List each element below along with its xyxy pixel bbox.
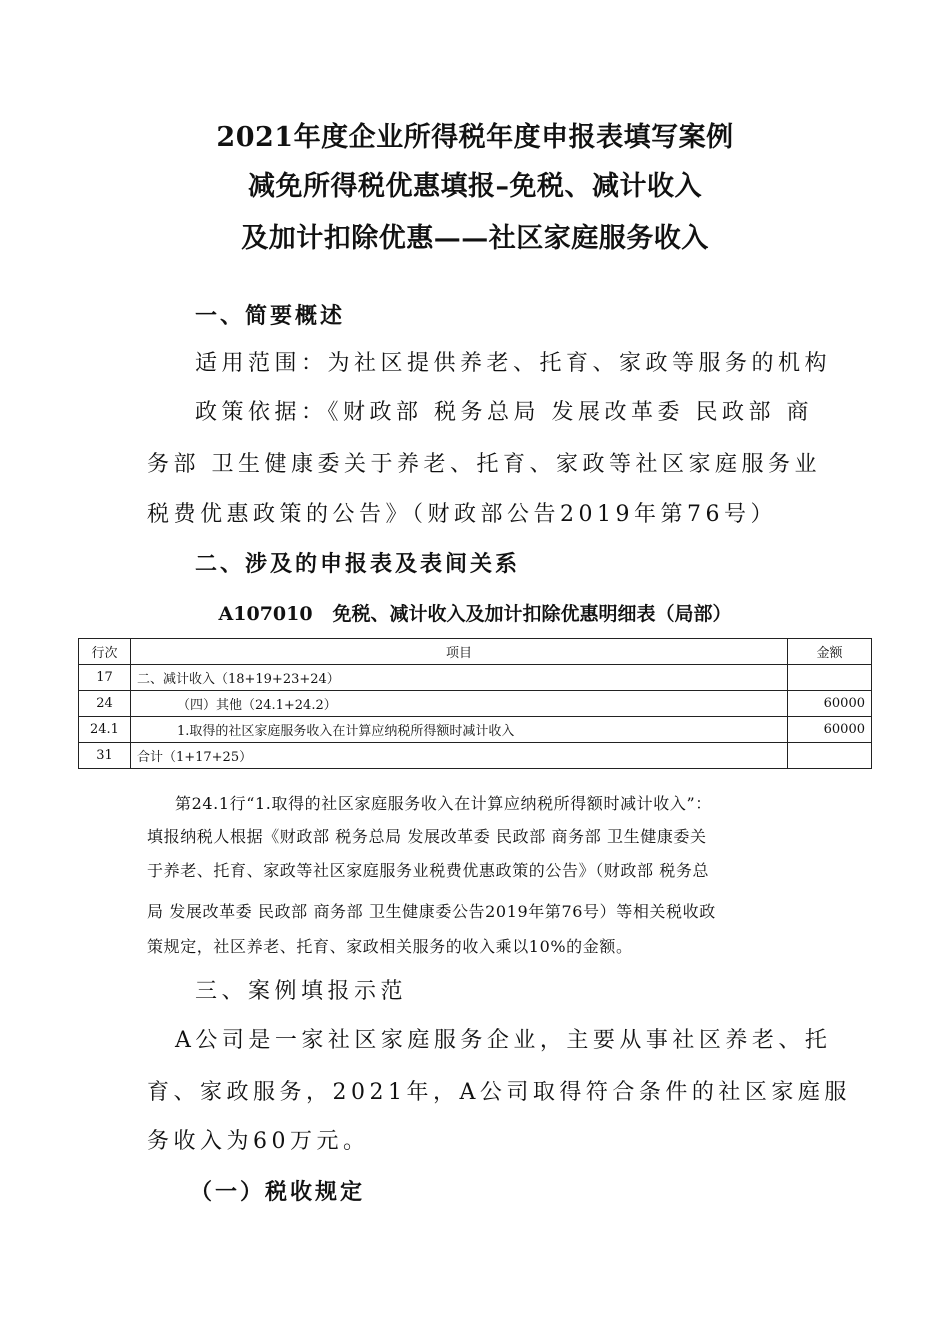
row-item: 合计（1+17+25）: [130, 743, 787, 769]
case-line-3: 务收入为60万元。: [147, 1129, 370, 1154]
note-line-1: 第24.1行“1.取得的社区家庭服务收入在计算应纳税所得额时减计收入”：: [175, 794, 712, 813]
table-row: [79, 691, 872, 717]
header-amount: 金额: [788, 639, 872, 665]
header-item: 项目: [130, 639, 787, 665]
section3-heading: 三、案例填报示范: [195, 979, 408, 1004]
detail-table: [78, 638, 872, 769]
section2-heading: 二、涉及的申报表及表间关系: [195, 551, 521, 577]
table-title: A107010 免税、减计收入及加计扣除优惠明细表（局部）: [218, 603, 732, 625]
table-row: [79, 665, 872, 691]
row-number: 31: [79, 743, 131, 769]
sub-heading: （一）税收规定: [190, 1179, 366, 1205]
title-line-2: 减免所得税优惠填报–免税、减计收入: [248, 171, 702, 202]
row-amount: [788, 665, 872, 691]
table-row: [79, 717, 872, 743]
row-item: （四）其他（24.1+24.2）: [130, 691, 787, 717]
basis-line-2: 务部 卫生健康委关于养老、托育、家政等社区家庭服务业: [147, 452, 821, 477]
note-line-3: 于养老、托育、家政等社区家庭服务业税费优惠政策的公告》（财政部 税务总: [147, 861, 710, 880]
row-item: 二、减计收入（18+19+23+24）: [130, 665, 787, 691]
note-line-5: 策规定，社区养老、托育、家政相关服务的收入乘以10%的金额。: [147, 937, 633, 956]
row-number: 24: [79, 691, 131, 717]
note-line-4: 局 发展改革委 民政部 商务部 卫生健康委公告2019年第76号）等相关税收政: [147, 902, 716, 921]
title-line-1: 2021年度企业所得税年度申报表填写案例: [216, 122, 734, 153]
section1-heading: 一、简要概述: [195, 303, 346, 329]
row-number: 17: [79, 665, 131, 691]
table-row: [79, 743, 872, 769]
scope-text: 适用范围：为社区提供养老、托育、家政等服务的机构: [195, 351, 832, 376]
row-number: 24.1: [79, 717, 131, 743]
case-line-2: 育、家政服务，2021年，A公司取得符合条件的社区家庭服: [147, 1080, 851, 1105]
row-item: 1.取得的社区家庭服务收入在计算应纳税所得额时减计收入: [130, 717, 787, 743]
title-line-3: 及加计扣除优惠——社区家庭服务收入: [241, 223, 709, 254]
row-amount: 60000: [788, 691, 872, 717]
row-amount: 60000: [788, 717, 872, 743]
basis-line-1: 政策依据：《财政部 税务总局 发展改革委 民政部 商: [195, 400, 813, 425]
header-row-number: 行次: [79, 639, 131, 665]
table-header-row: [79, 639, 872, 665]
case-line-1: A公司是一家社区家庭服务企业，主要从事社区养老、托: [175, 1028, 832, 1053]
note-line-2: 填报纳税人根据《财政部 税务总局 发展改革委 民政部 商务部 卫生健康委关: [147, 827, 707, 846]
basis-line-3: 税费优惠政策的公告》（财政部公告2019年第76号）: [147, 502, 777, 527]
row-amount: [788, 743, 872, 769]
